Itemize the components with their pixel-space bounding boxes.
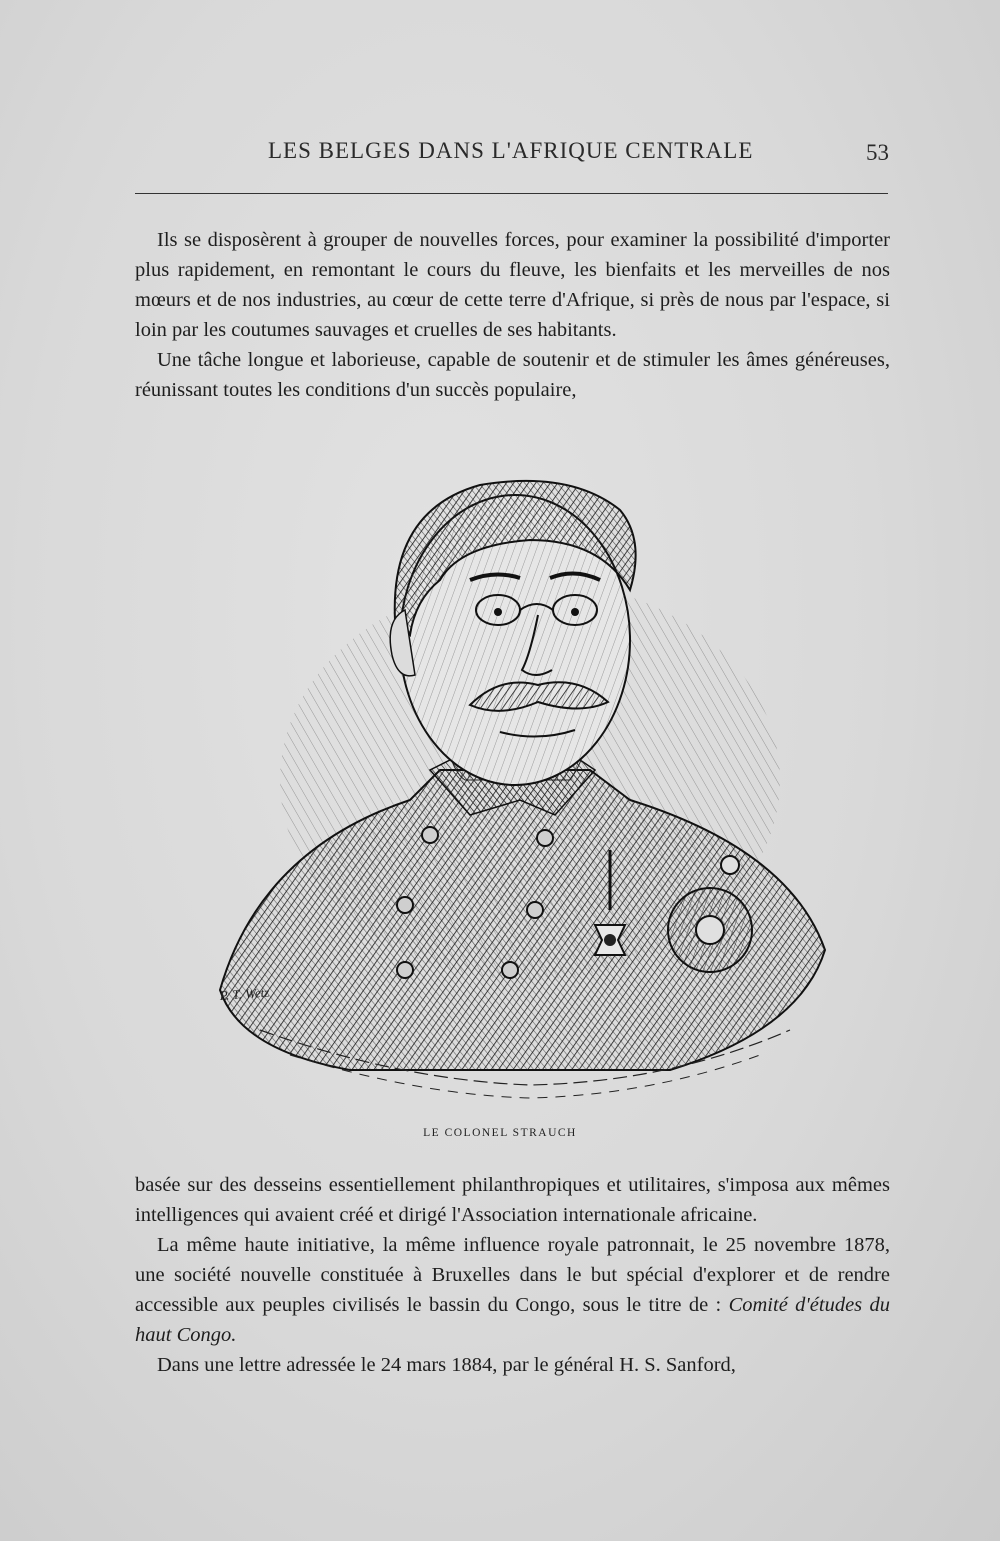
top-text-block xyxy=(135,225,890,405)
bottom-text-block xyxy=(135,1170,890,1380)
paragraph xyxy=(135,1230,890,1350)
portrait-engraving xyxy=(200,470,830,1100)
paragraph: basée sur des desseins essentiellement philanthropiques et utilitaires, s'imposa aux mêmes intelligences qui avaient créé et dirigé l'Association internationale africaine. xyxy=(135,1174,890,1226)
paragraph-text: La même haute initiative, la même influence royale patronnait, le 25 novembre 1878, une société nouvelle constituée à Bruxelles dans le but spécial d'explorer et de rendre accessible aux peuples civilisés le bassin du Congo, sous le titre de : xyxy=(135,1234,890,1316)
running-head xyxy=(0,138,1000,178)
running-head-title: LES BELGES DANS L'AFRIQUE CENTRALE xyxy=(268,138,754,163)
paragraph: Dans une lettre adressée le 24 mars 1884, par le général H. S. Sanford, xyxy=(157,1354,736,1376)
engraver-signature: P. T. Wetz xyxy=(219,984,270,1003)
paragraph: Une tâche longue et laborieuse, capable de soutenir et de stimuler les âmes généreuses, réunissant toutes les conditions d'un succès populaire, xyxy=(135,349,890,401)
italic-title: Comité d'études du haut Congo. xyxy=(135,1294,890,1346)
paragraph: Ils se disposèrent à grouper de nouvelles forces, pour examiner la possibilité d'importer plus rapidement, en remontant le cours du fleuve, les bienfaits et les merveilles de nos mœurs et de nos industries, au cœur de cette terre d'Afrique, si près de nous par l'espace, si loin par les coutumes sauvages et cruelles de ses habitants. xyxy=(135,229,890,341)
header-rule xyxy=(135,193,888,194)
figure-caption: LE COLONEL STRAUCH xyxy=(423,1127,577,1139)
page-number: 53 xyxy=(866,140,889,165)
